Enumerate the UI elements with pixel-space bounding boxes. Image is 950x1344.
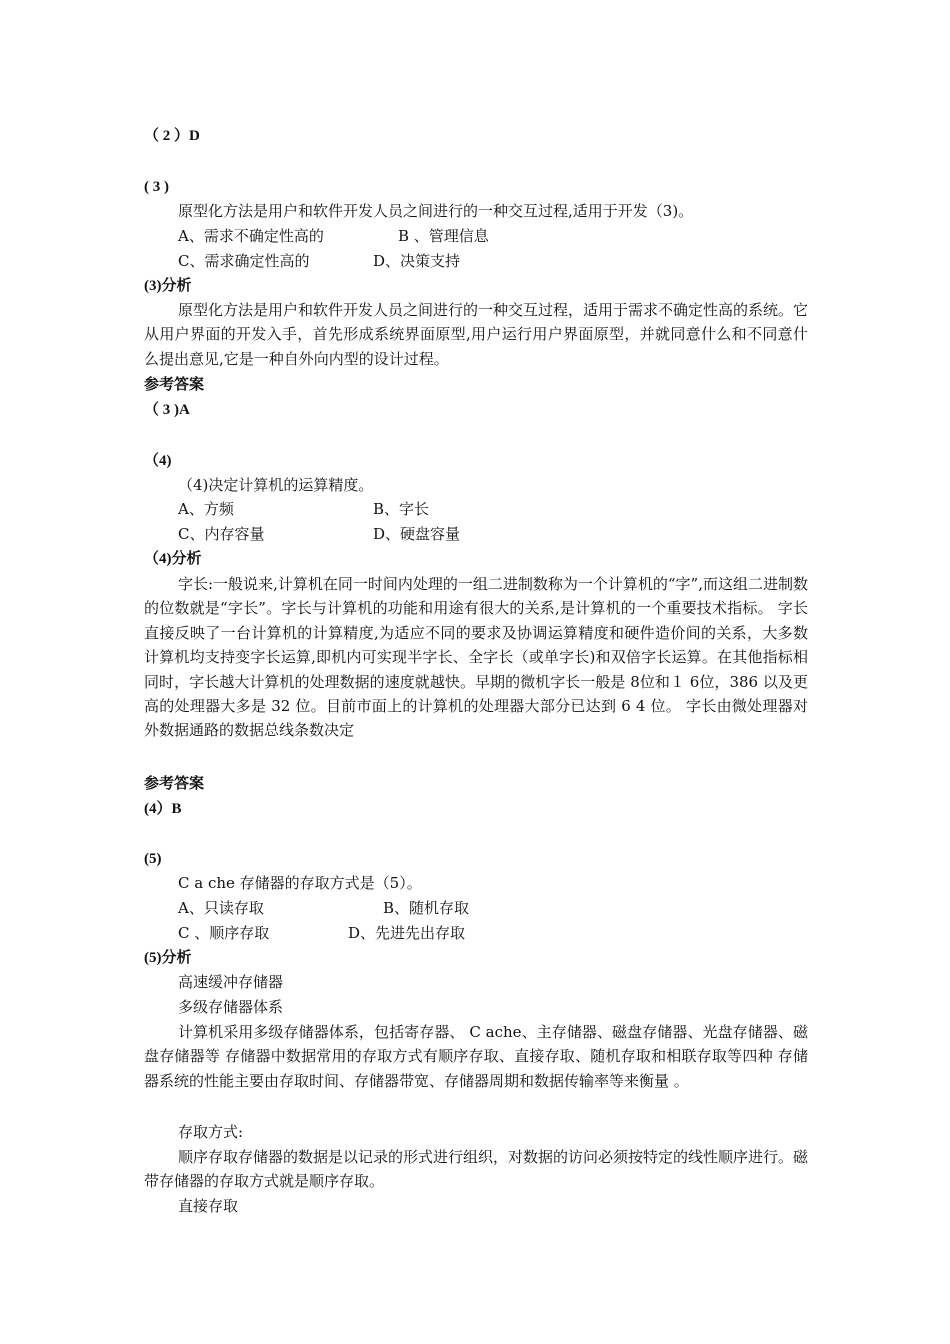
q5-option-d: D、先进先出存取	[348, 924, 466, 942]
q3-analysis-heading: (3)分析	[144, 278, 192, 294]
q5-analysis-heading: (5)分析	[144, 950, 192, 966]
q5-analysis-2: 顺序存取存储器的数据是以记录的形式进行组织，对数据的访问必须按特定的线性顺序进行。磁带存储器的存取方式就是顺序存取。	[144, 1148, 809, 1191]
q4-analysis-heading: （4)分析	[144, 551, 202, 567]
q4-analysis: 字长:一般说来,计算机在同一时间内处理的一组二进制数称为一个计算机的“字”,而这组二进制数的位数就是“字长”。字长与计算机的功能和用途有很大的关系,是计算机的一个重要技术指标。 字长直接反映了一台计算机的计算精度,为适应不同的要求及协调运算精度和硬件造价间的关系，大多数计算机均支持变字长运算,即机内可实现半字长、全字长（或单字长)和双倍字长运算。在其他指标相同时，字长越大计算机的处理数据的速度就越快。早期的微机字长一般是 8位和１ 6位，386 以及更高的处理器大多是 32 位。目前市面上的计算机的处理器大部分已达到 6 4 位。 字长由微处理器对外数据通路的数据总线条数决定	[144, 575, 808, 740]
q4-option-row-2	[178, 522, 461, 546]
q3-answer-heading: 参考答案	[144, 377, 205, 393]
q4-answer: (4）B	[144, 801, 182, 817]
q3-option-row-1	[178, 224, 489, 248]
q2-answer: （ 2 ）D	[144, 128, 200, 144]
q5-option-b: B、随机存取	[383, 899, 470, 917]
q5-item-direct: 直接存取	[178, 1197, 239, 1215]
q5-option-c: C 、顺序存取	[178, 924, 270, 942]
q5-option-row-1	[178, 896, 470, 920]
q4-option-d: D、硬盘容量	[373, 525, 461, 543]
q3-option-a: A、需求不确定性高的	[178, 227, 324, 245]
q5-analysis-1: 计算机采用多级存储器体系，包括寄存器、 C ache、主存储器、磁盘存储器、光盘存储器、磁盘存储器等 存储器中数据常用的存取方式有顺序存取、直接存取、随机存取和相联存取等四种 存储器系统的性能主要由存取时间、存储器带宽、存储器周期和数据传输率等来衡量 。	[144, 1023, 808, 1090]
q5-number: (5)	[144, 851, 162, 867]
q4-option-b: B、字长	[373, 500, 430, 518]
q5-option-a: A、只读存取	[178, 899, 264, 917]
q5-question: C a che 存储器的存取方式是（5）。	[178, 874, 422, 892]
q3-option-b: B 、管理信息	[398, 227, 489, 245]
q5-option-row-2	[178, 921, 466, 945]
q4-question: （4)决定计算机的运算精度。	[178, 476, 374, 494]
q4-option-c: C、内存容量	[178, 525, 265, 543]
q4-answer-heading: 参考答案	[144, 776, 205, 792]
q3-answer: （ 3 )A	[144, 402, 190, 418]
q5-item-hierarchy: 多级存储器体系	[178, 998, 284, 1016]
q3-option-c: C、需求确定性高的	[178, 252, 310, 270]
q3-question: 原型化方法是用户和软件开发人员之间进行的一种交互过程,适用于开发（3)。	[178, 202, 694, 220]
q4-number: （4)	[144, 453, 172, 469]
q3-analysis: 原型化方法是用户和软件开发人员之间进行的一种交互过程，适用于需求不确定性高的系统。它从用户界面的开发入手，首先形成系统界面原型,用户运行用户界面原型，并就同意什么和不同意什么提出意见,它是一种自外向内型的设计过程。	[144, 301, 809, 368]
q3-number: ( 3 )	[144, 179, 169, 195]
q3-option-row-2	[178, 249, 461, 273]
q5-item-cache: 高速缓冲存储器	[178, 973, 284, 991]
q4-option-row-1	[178, 497, 430, 521]
q4-option-a: A、方频	[178, 500, 234, 518]
q3-option-d: D、决策支持	[373, 252, 461, 270]
q5-access-heading: 存取方式:	[178, 1123, 244, 1141]
